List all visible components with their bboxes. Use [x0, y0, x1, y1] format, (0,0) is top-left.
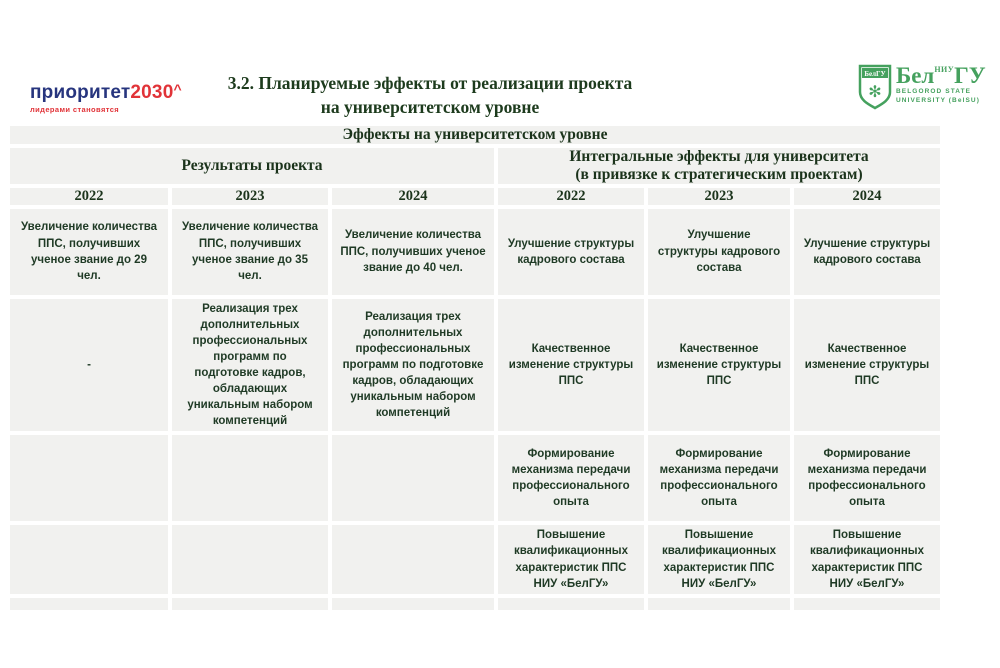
- priority-2030-logo: [30, 82, 182, 114]
- table-cell: Повышение квалификационных характеристик ППС НИУ «БелГУ»: [648, 525, 790, 593]
- year-header: 2022: [10, 188, 168, 205]
- table-cell: Увеличение количества ППС, получивших ученое звание до 40 чел.: [332, 209, 494, 295]
- table-cell: [794, 598, 940, 610]
- year-header: 2022: [498, 188, 644, 205]
- belsu-name-part1: Бел: [896, 63, 935, 88]
- year-header: 2024: [332, 188, 494, 205]
- table-row: [10, 435, 940, 521]
- table-cell: Улучшение структуры кадрового состава: [498, 209, 644, 295]
- table-cell: Повышение квалификационных характеристик ППС НИУ «БелГУ»: [794, 525, 940, 593]
- belsu-subline2: UNIVERSITY (BelSU): [896, 96, 980, 104]
- priority-2030-wordmark: [30, 82, 182, 102]
- page-title-line1: 3.2. Планируемые эффекты от реализации проекта: [227, 73, 633, 93]
- table-row: [10, 598, 940, 610]
- table-cell: Увеличение количества ППС, получивших ученое звание до 29 чел.: [10, 209, 168, 295]
- effects-table: [6, 122, 944, 614]
- group-header-integral-line1: Интегральные эффекты для университета: [569, 148, 869, 165]
- table-cell: Улучшение структуры кадрового состава: [794, 209, 940, 295]
- table-cell: Качественное изменение структуры ППС: [498, 299, 644, 432]
- table-cell: Качественное изменение структуры ППС: [648, 299, 790, 432]
- group-header-integral-line2: (в привязке к стратегическим проектам): [575, 165, 863, 183]
- priority-year: 2030: [130, 82, 174, 103]
- table-title: Эффекты на университетском уровне: [10, 126, 940, 144]
- table-cell: [10, 435, 168, 521]
- belsu-name-part2: ГУ: [954, 63, 986, 88]
- table-cell: Формирование механизма передачи профессионального опыта: [498, 435, 644, 521]
- table-cell: Реализация трех дополнительных профессиональных программ по подготовке кадров, обладающих уникальным набором компетенций: [332, 299, 494, 432]
- priority-caret-icon: ^: [173, 81, 182, 97]
- table-cell: Увеличение количества ППС, получивших ученое звание до 35 чел.: [172, 209, 328, 295]
- belsu-subline1: BELGOROD STATE: [896, 88, 972, 95]
- table-cell: [10, 598, 168, 610]
- group-header-results: Результаты проекта: [10, 148, 494, 184]
- table-cell: [332, 435, 494, 521]
- table-cell: [498, 598, 644, 610]
- year-header: 2024: [794, 188, 940, 205]
- table-cell: Улучшение структуры кадрового состава: [648, 209, 790, 295]
- table-cell: [648, 598, 790, 610]
- table-cell: [10, 525, 168, 593]
- priority-word: приоритет: [30, 82, 131, 103]
- priority-tagline: лидерами становятся: [30, 105, 120, 114]
- svg-text:✻: ✻: [868, 84, 882, 101]
- table-row: [10, 209, 940, 295]
- page-title: [170, 72, 690, 119]
- table-cell: [172, 525, 328, 593]
- table-cell: Формирование механизма передачи профессионального опыта: [648, 435, 790, 521]
- table-cell: Качественное изменение структуры ППС: [794, 299, 940, 432]
- table-cell: Формирование механизма передачи профессионального опыта: [794, 435, 940, 521]
- table-row: [10, 299, 940, 432]
- table-cell: -: [10, 299, 168, 432]
- table-cell: Реализация трех дополнительных профессиональных программ по подготовке кадров, обладающих уникальным набором компетенций: [172, 299, 328, 432]
- table-cell: [332, 598, 494, 610]
- page-title-line2: на университетском уровне: [320, 96, 540, 117]
- belsu-logo: [858, 64, 986, 110]
- table-row: [10, 525, 940, 593]
- group-header-integral: [498, 148, 940, 184]
- belsu-wordmark: [896, 64, 986, 104]
- belsu-shield-icon: [858, 64, 892, 110]
- belsu-name-sup: НИУ: [934, 65, 955, 74]
- table-cell: [332, 525, 494, 593]
- table-cell: Повышение квалификационных характеристик ППС НИУ «БелГУ»: [498, 525, 644, 593]
- year-header: 2023: [172, 188, 328, 205]
- svg-text:БелГУ: БелГУ: [864, 70, 886, 78]
- table-cell: [172, 598, 328, 610]
- table-cell: [172, 435, 328, 521]
- belsu-name: [896, 64, 986, 87]
- year-header: 2023: [648, 188, 790, 205]
